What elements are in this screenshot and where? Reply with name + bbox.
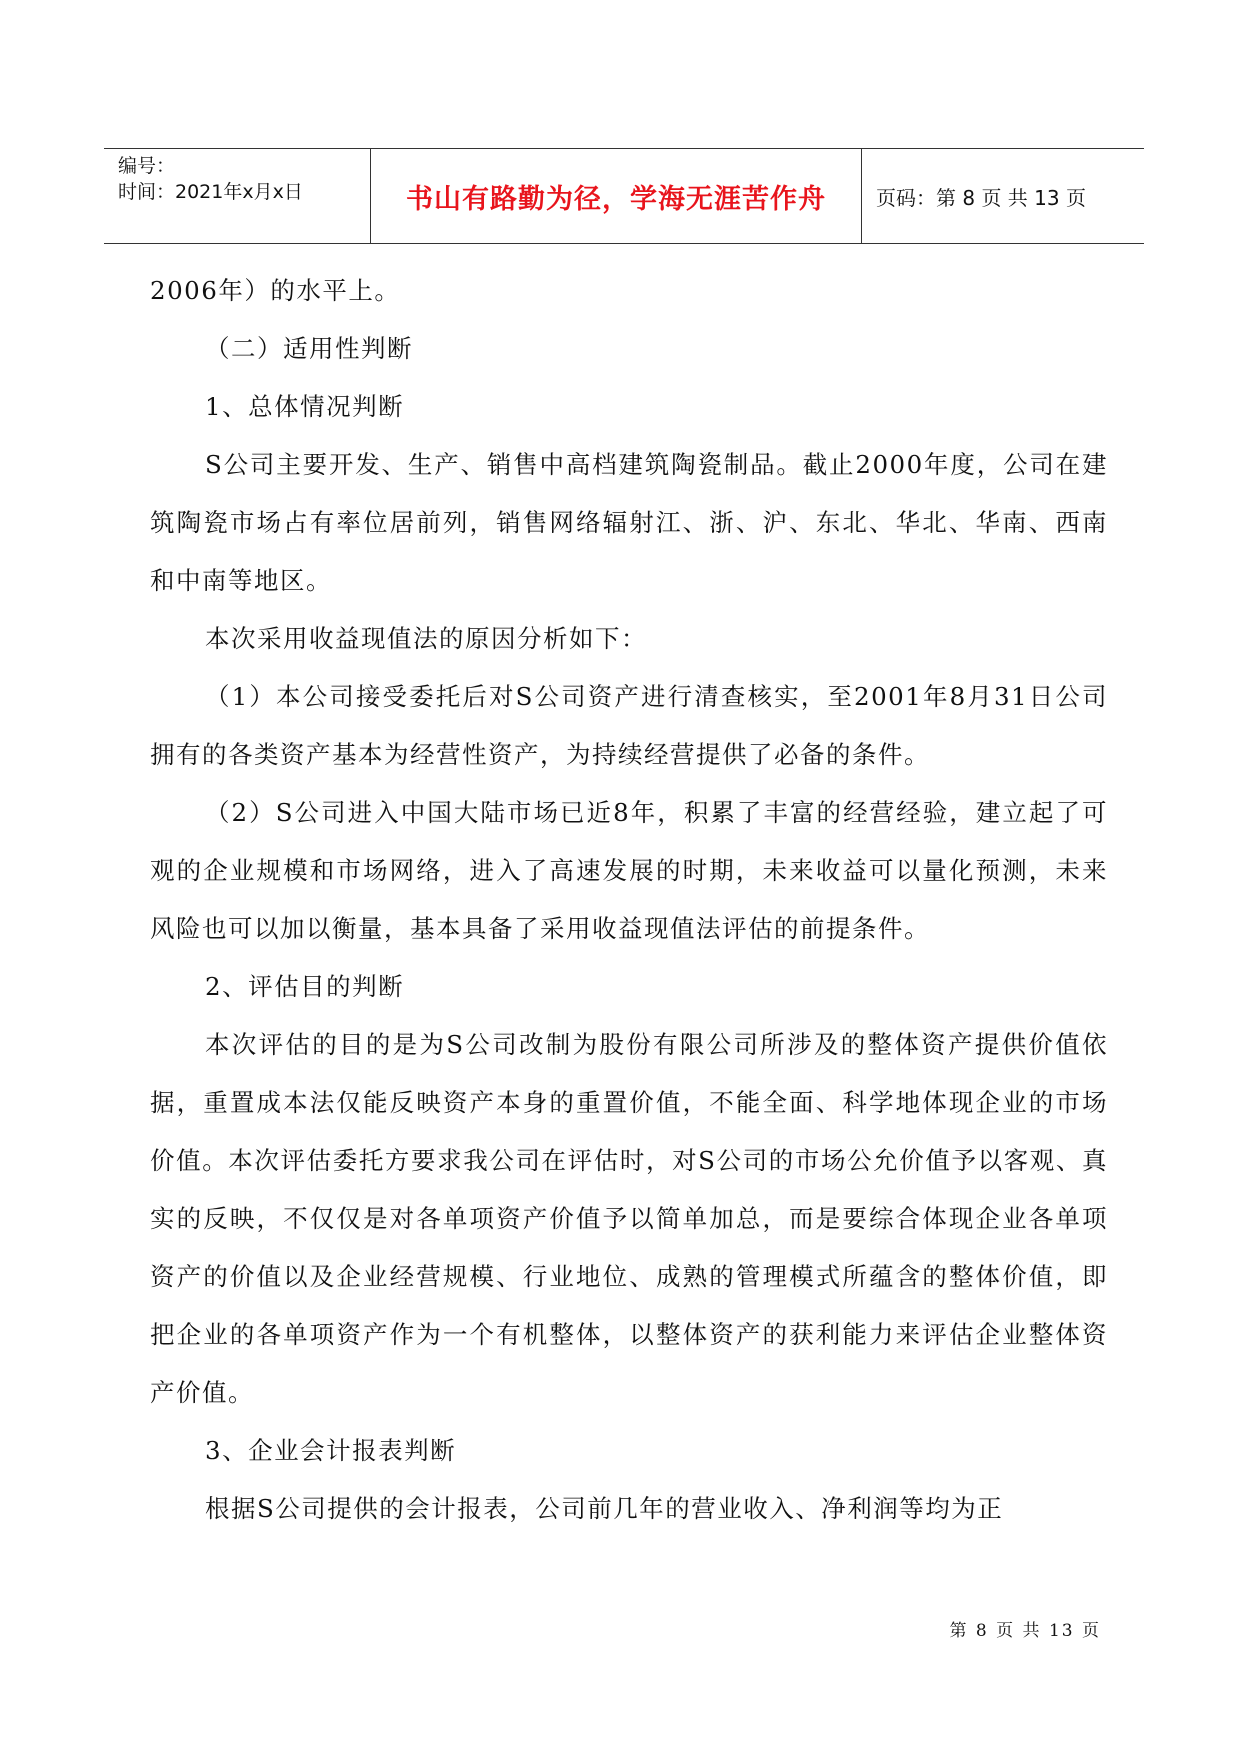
document-time-label: 时间：2021年x月x日 <box>118 181 303 203</box>
list-item: （1）本公司接受委托后对S公司资产进行清查核实，至2001年8月31日公司拥有的各类资产基本为经营性资产，为持续经营提供了必备的条件。 <box>150 682 1108 769</box>
document-body <box>150 262 1108 1538</box>
header-page-cell <box>864 149 1156 243</box>
subsection-heading: 3、企业会计报表判断 <box>205 1436 457 1465</box>
header-slogan-cell <box>370 149 862 243</box>
list-item: （2）S公司进入中国大陆市场已近8年，积累了丰富的经营经验，建立起了可观的企业规模和市场网络，进入了高速发展的时期，未来收益可以量化预测，未来风险也可以加以衡量，基本具备了采用收益现值法评估的前提条件。 <box>150 798 1108 943</box>
document-number-label: 编号： <box>118 155 176 177</box>
header-meta <box>118 149 368 243</box>
header-slogan: 书山有路勤为径，学海无涯苦作舟 <box>406 183 826 215</box>
paragraph: 根据S公司提供的会计报表，公司前几年的营业收入、净利润等均为正 <box>205 1494 1004 1523</box>
paragraph: 2006年）的水平上。 <box>150 276 401 305</box>
paragraph: S公司主要开发、生产、销售中高档建筑陶瓷制品。截止2000年度，公司在建筑陶瓷市场占有率位居前列，销售网络辐射江、浙、沪、东北、华北、华南、西南和中南等地区。 <box>150 450 1108 595</box>
paragraph: 本次评估的目的是为S公司改制为股份有限公司所涉及的整体资产提供价值依据，重置成本法仅能反映资产本身的重置价值，不能全面、科学地体现企业的市场价值。本次评估委托方要求我公司在评估时，对S公司的市场公允价值予以客观、真实的反映，不仅仅是对各单项资产价值予以简单加总，而是要综合体现企业各单项资产的价值以及企业经营规模、行业地位、成熟的管理模式所蕴含的整体价值，即把企业的各单项资产作为一个有机整体，以整体资产的获利能力来评估企业整体资产价值。 <box>150 1030 1108 1407</box>
subsection-heading: 2、评估目的判断 <box>205 972 405 1001</box>
subsection-heading: 1、总体情况判断 <box>205 392 405 421</box>
header-page-number: 页码：第 8 页 共 13 页 <box>876 185 1086 210</box>
page-footer: 第 8 页 共 13 页 <box>949 1621 1101 1641</box>
paragraph: 本次采用收益现值法的原因分析如下： <box>205 624 647 653</box>
page-header <box>104 148 1144 244</box>
section-heading: （二）适用性判断 <box>205 334 413 363</box>
